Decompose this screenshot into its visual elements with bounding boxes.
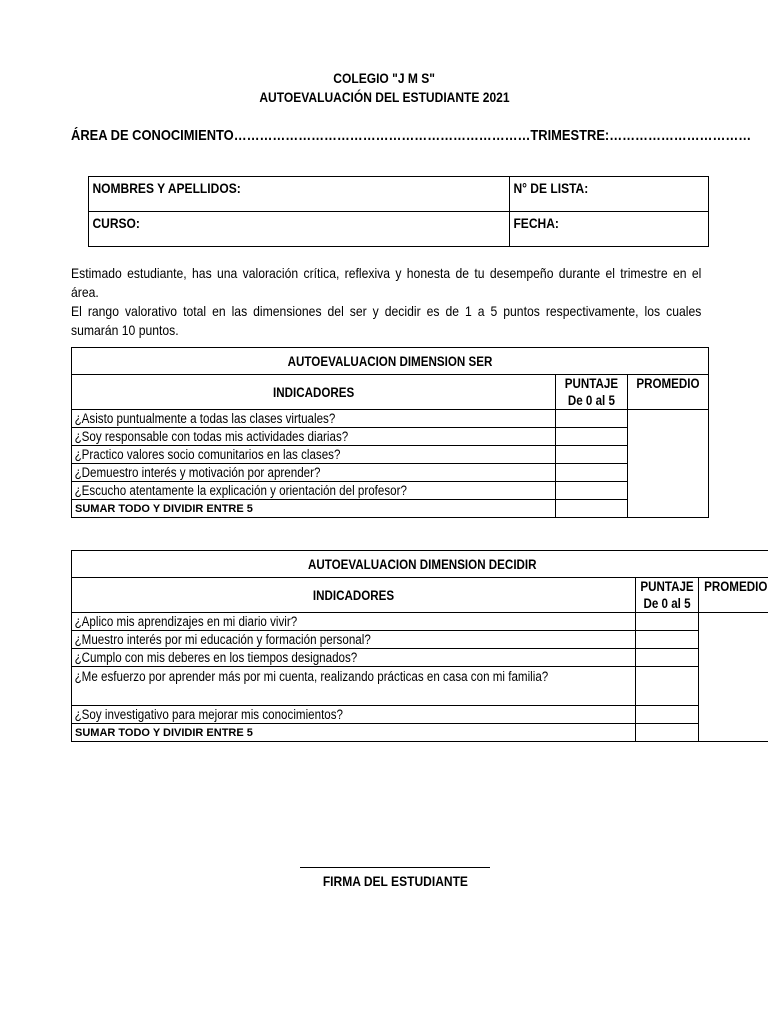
ser-average-header: PROMEDIO: [628, 375, 709, 410]
list-number-label: N° DE LISTA:: [513, 180, 589, 196]
score-cell[interactable]: [636, 631, 699, 649]
table-row: [72, 482, 709, 500]
sum-label-cell: SUMAR TODO Y DIVIDIR ENTRE 5: [72, 500, 556, 518]
table-row: [72, 464, 709, 482]
signature-label: FIRMA DEL ESTUDIANTE: [322, 873, 468, 889]
decidir-evaluation-table: [71, 550, 768, 742]
table-row: [72, 410, 709, 428]
sum-row: [72, 500, 709, 518]
indicator-cell: ¿Me esfuerzo por aprender más por mi cuenta, realizando prácticas en casa con mi familia?: [72, 667, 636, 706]
score-cell[interactable]: [556, 410, 628, 428]
score-cell[interactable]: [636, 649, 699, 667]
table-row: [72, 649, 768, 667]
ser-evaluation-table: [71, 347, 709, 518]
names-label: NOMBRES Y APELLIDOS:: [92, 180, 241, 196]
indicator-cell: ¿Soy investigativo para mejorar mis conocimientos?: [72, 706, 636, 724]
decidir-average-header: PROMEDIO: [699, 578, 768, 613]
score-cell[interactable]: [556, 464, 628, 482]
area-label: ÁREA DE CONOCIMIENTO: [71, 127, 234, 144]
score-cell[interactable]: [556, 446, 628, 464]
date-field[interactable]: [510, 212, 709, 247]
ser-average-cell[interactable]: [628, 410, 709, 518]
indicator-cell: ¿Practico valores socio comunitarios en las clases?: [72, 446, 556, 464]
indicator-cell: ¿Aplico mis aprendizajes en mi diario vivir?: [72, 613, 636, 631]
sum-score-cell[interactable]: [636, 724, 699, 742]
decidir-score-header: PUNTAJE De 0 al 5: [636, 578, 699, 613]
document-title: AUTOEVALUACIÓN DEL ESTUDIANTE 2021: [258, 89, 510, 105]
table-row: [72, 613, 768, 631]
date-label: FECHA:: [513, 215, 559, 231]
score-cell[interactable]: [636, 613, 699, 631]
table-row: [72, 631, 768, 649]
ser-indicators-header: INDICADORES: [72, 375, 556, 410]
instructions-paragraph-1: Estimado estudiante, has una valoración crítica, reflexiva y honesta de tu desempeño durante el trimestre en el área.: [71, 265, 702, 300]
trimester-label: TRIMESTRE:: [530, 127, 610, 144]
trimester-dots: ……………………………: [609, 127, 752, 144]
list-number-field[interactable]: [510, 177, 709, 212]
indicator-cell: ¿Muestro interés por mi educación y formación personal?: [72, 631, 636, 649]
signature-line[interactable]: [300, 867, 490, 868]
decidir-average-cell[interactable]: [699, 613, 768, 742]
school-name: COLEGIO "J M S": [333, 70, 435, 86]
instructions-paragraph-2: El rango valorativo total en las dimensiones del ser y decidir es de 1 a 5 puntos respectivamente, los cuales sumarán 10 puntos.: [71, 303, 702, 338]
table-row: [72, 446, 709, 464]
table-row: [72, 706, 768, 724]
instructions: [71, 264, 701, 340]
area-dots: ……………………………………………………………: [233, 127, 531, 144]
sum-row: [72, 724, 768, 742]
table-row: [72, 667, 768, 706]
ser-score-header: PUNTAJE De 0 al 5: [556, 375, 628, 410]
course-label: CURSO:: [92, 215, 140, 231]
indicator-cell: ¿Escucho atentamente la explicación y orientación del profesor?: [72, 482, 556, 500]
indicator-cell: ¿Soy responsable con todas mis actividades diarias?: [72, 428, 556, 446]
student-info-table: [88, 176, 709, 247]
sum-label-cell: SUMAR TODO Y DIVIDIR ENTRE 5: [72, 724, 636, 742]
indicator-cell: ¿Asisto puntualmente a todas las clases virtuales?: [72, 410, 556, 428]
decidir-table-title: AUTOEVALUACION DIMENSION DECIDIR: [72, 551, 768, 578]
area-trimester-line: [71, 127, 751, 144]
score-cell[interactable]: [556, 482, 628, 500]
table-row: [72, 428, 709, 446]
score-cell[interactable]: [636, 667, 699, 706]
indicator-cell: ¿Cumplo con mis deberes en los tiempos designados?: [72, 649, 636, 667]
indicator-cell: ¿Demuestro interés y motivación por aprender?: [72, 464, 556, 482]
sum-score-cell[interactable]: [556, 500, 628, 518]
score-cell[interactable]: [556, 428, 628, 446]
score-cell[interactable]: [636, 706, 699, 724]
decidir-indicators-header: INDICADORES: [72, 578, 636, 613]
names-field[interactable]: [89, 177, 510, 212]
course-field[interactable]: [89, 212, 510, 247]
ser-table-title: AUTOEVALUACION DIMENSION SER: [72, 348, 709, 375]
